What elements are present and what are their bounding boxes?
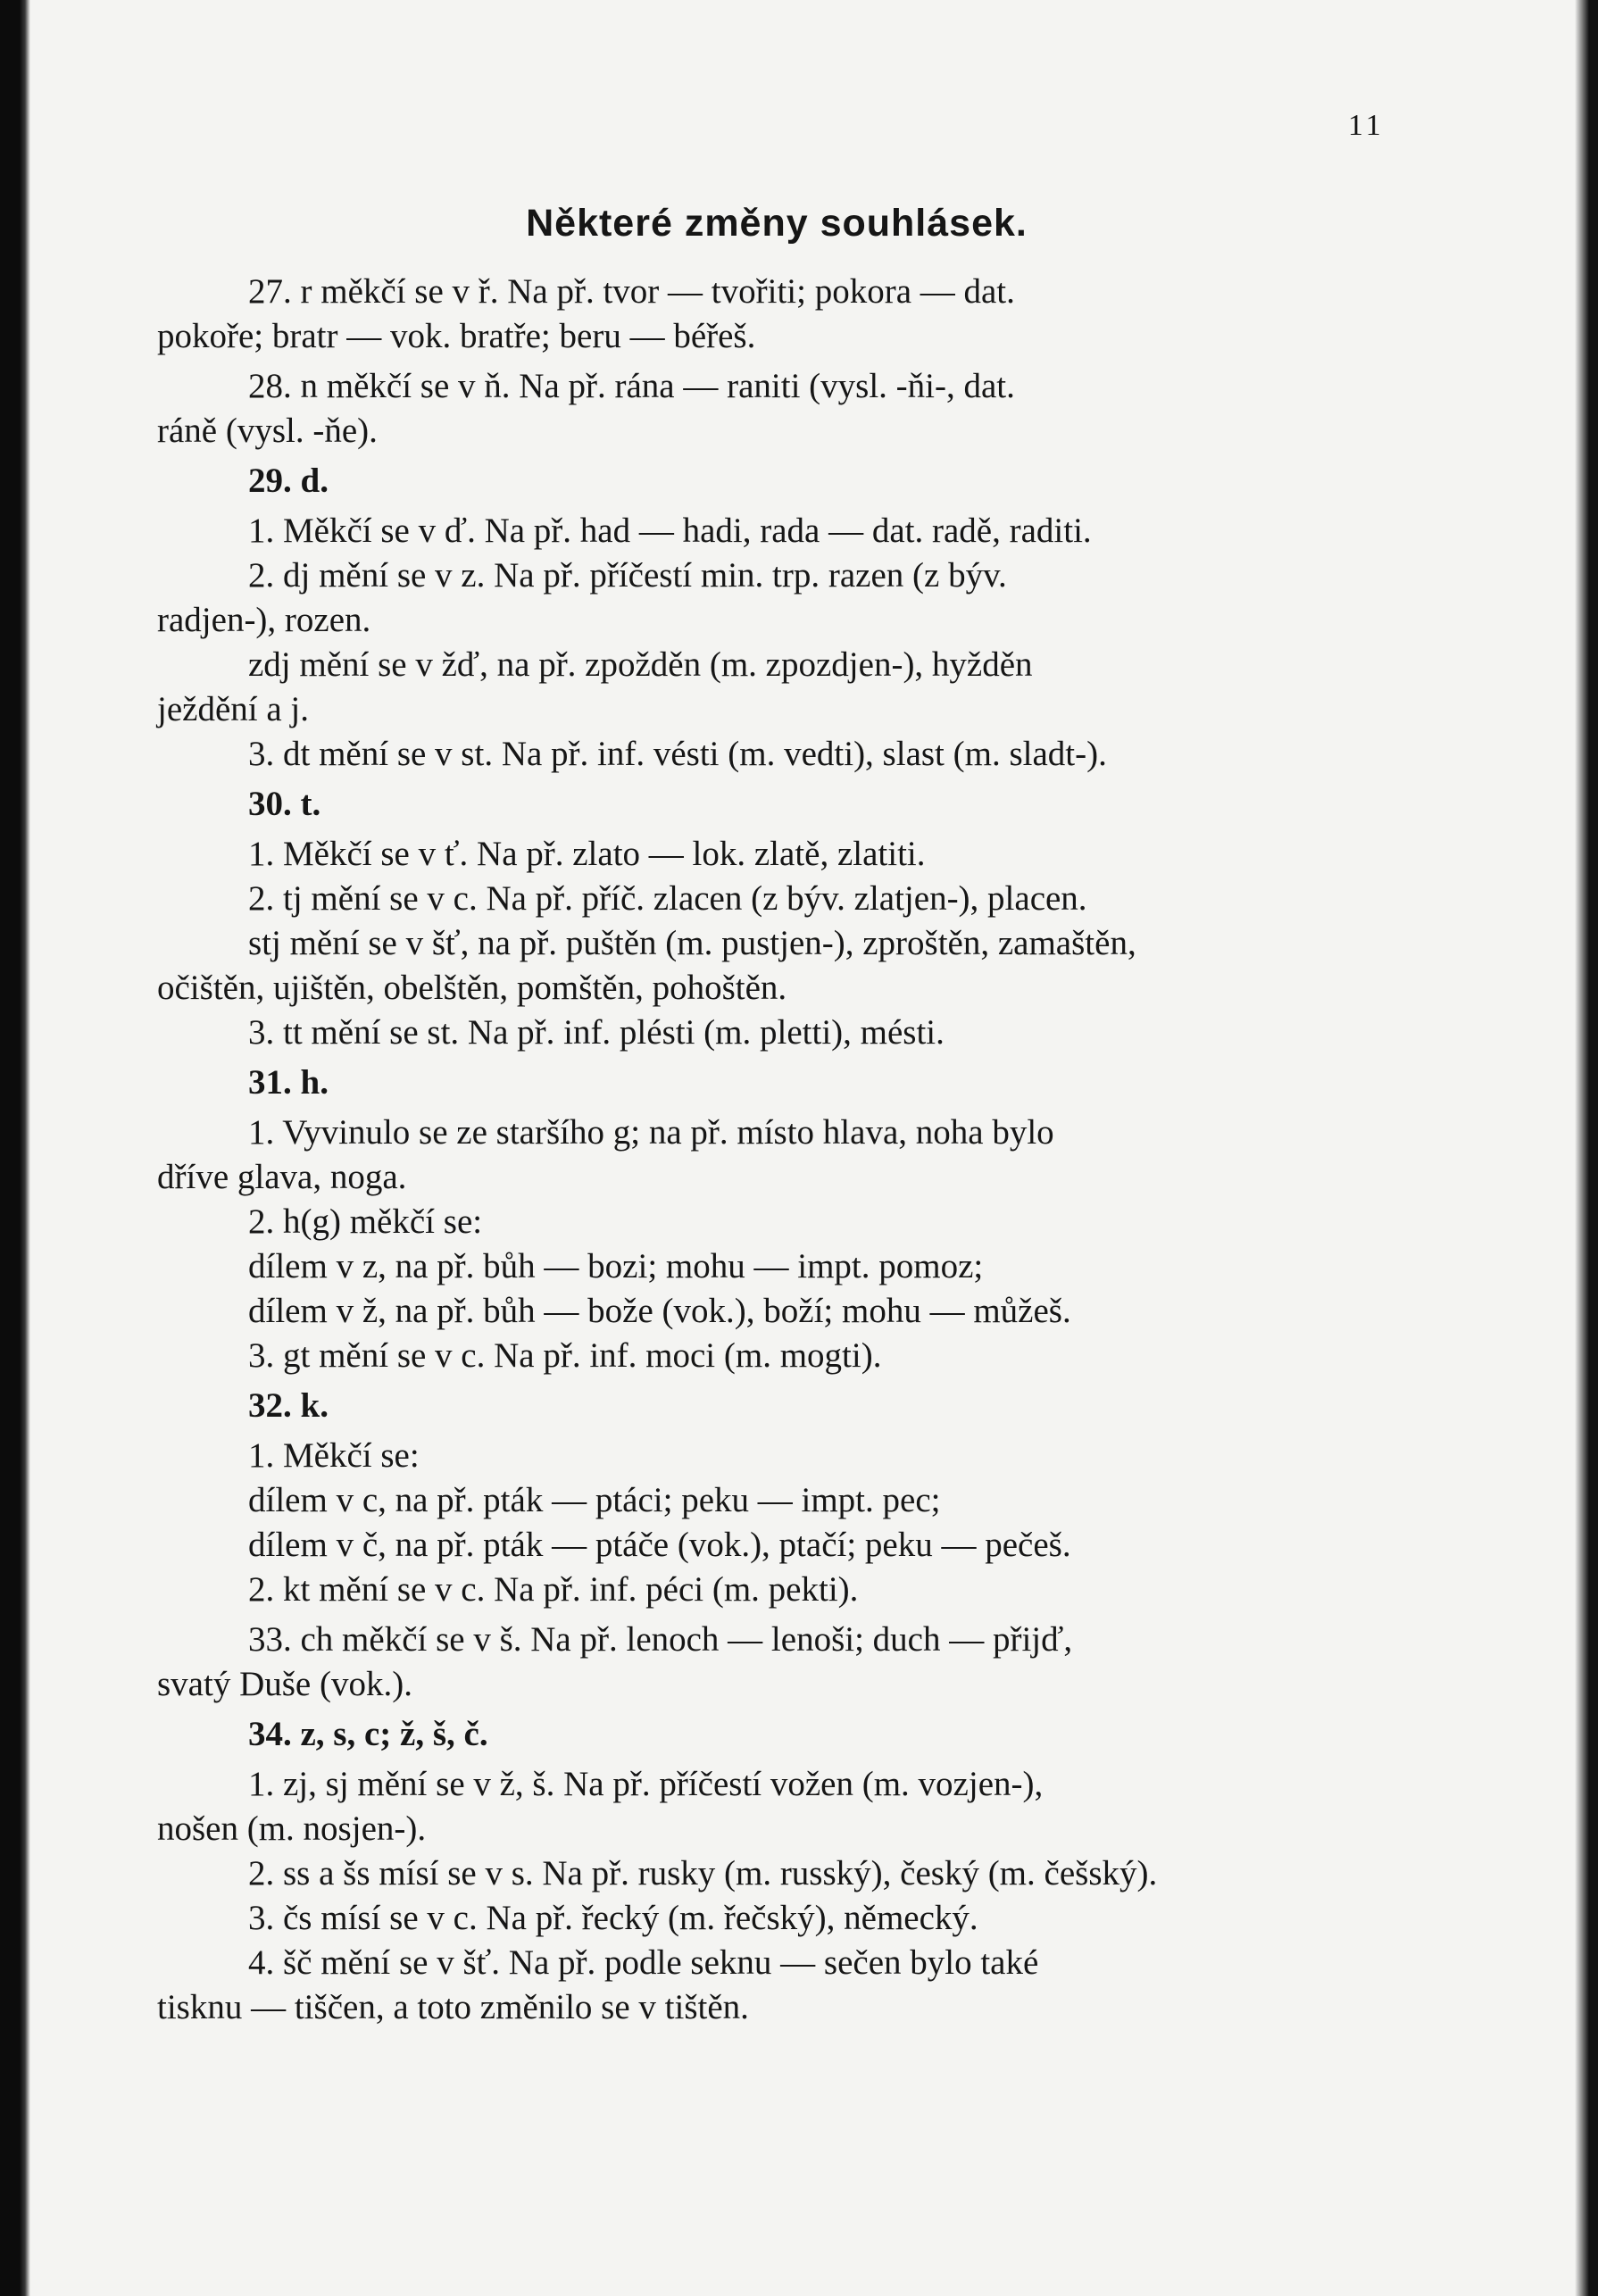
text-line: tisknu — tiščen, a toto změnilo se v tištěn. — [157, 1988, 749, 2026]
text-line: 28. n měkčí se v ň. Na př. rána — raniti (vysl. -ňi-, dat. — [248, 367, 1015, 405]
text-line: dílem v z, na př. bůh — bozi; mohu — impt. pomoz; — [248, 1247, 984, 1285]
page-number: 11 — [1348, 109, 1385, 142]
text-line: 4. šč mění se v šť. Na př. podle seknu — sečen bylo také — [248, 1943, 1039, 1982]
text-line: 3. dt mění se v st. Na př. inf. vésti (m. vedti), slast (m. sladt-). — [248, 735, 1107, 773]
text-line: 3. gt mění se v c. Na př. inf. moci (m. mogti). — [248, 1336, 882, 1375]
section-heading: 30. t. — [248, 785, 321, 823]
section-heading: 31. h. — [248, 1063, 329, 1102]
text-line: 27. r měkčí se v ř. Na př. tvor — tvořiti; pokora — dat. — [248, 272, 1015, 311]
text-line: 2. kt mění se v c. Na př. inf. péci (m. pekti). — [248, 1570, 859, 1609]
section-heading: 29. d. — [248, 462, 329, 500]
text-line: radjen-), rozen. — [157, 601, 371, 639]
text-line: ráně (vysl. -ňe). — [157, 412, 378, 450]
text-body — [157, 270, 1389, 2030]
text-line: 2. ss a šs mísí se v s. Na př. rusky (m. russký), český (m. češský). — [248, 1854, 1158, 1893]
text-line: 1. zj, sj mění se v ž, š. Na př. příčestí vožen (m. vozjen-), — [248, 1765, 1044, 1803]
text-line: 1. Měkčí se: — [248, 1436, 420, 1475]
text-line: 2. tj mění se v c. Na př. příč. zlacen (z býv. zlatjen-), placen. — [248, 879, 1087, 918]
text-line: stj mění se v šť, na př. puštěn (m. pustjen-), zproštěn, zamaštěn, — [248, 924, 1136, 962]
text-line: 3. tt mění se st. Na př. inf. plésti (m. pletti), mésti. — [248, 1013, 945, 1052]
text-line: pokoře; bratr — vok. bratře; beru — béřeš. — [157, 317, 756, 355]
text-line: ježdění a j. — [157, 690, 309, 728]
section-heading: 32. k. — [248, 1386, 329, 1425]
text-line: 3. čs mísí se v c. Na př. řecký (m. řečský), německý. — [248, 1899, 978, 1937]
text-line: 33. ch měkčí se v š. Na př. lenoch — lenoši; duch — přijď, — [248, 1620, 1073, 1659]
text-line: očištěn, ujištěn, obelštěn, pomštěn, pohoštěn. — [157, 969, 787, 1007]
text-line: 2. h(g) měkčí se: — [248, 1202, 483, 1241]
section-heading: 34. z, s, c; ž, š, č. — [248, 1715, 488, 1753]
text-line: nošen (m. nosjen-). — [157, 1809, 427, 1848]
text-line: 1. Vyvinulo se ze staršího g; na př. místo hlava, noha bylo — [248, 1113, 1054, 1152]
text-line: svatý Duše (vok.). — [157, 1665, 412, 1703]
text-line: dříve glava, noga. — [157, 1158, 407, 1196]
text-line: dílem v ž, na př. bůh — bože (vok.), boží; mohu — můžeš. — [248, 1292, 1071, 1330]
text-line: dílem v c, na př. pták — ptáci; peku — impt. pec; — [248, 1481, 941, 1519]
scan-left-edge — [0, 0, 30, 2296]
scan-right-edge — [1575, 0, 1598, 2296]
page-title: Některé změny souhlásek. — [526, 202, 1028, 245]
text-line: 1. Měkčí se v ď. Na př. had — hadi, rada — dat. radě, raditi. — [248, 512, 1092, 550]
text-line: zdj mění se v žď, na př. zpožděn (m. zpozdjen-), hyžděn — [248, 645, 1033, 684]
text-line: 2. dj mění se v z. Na př. příčestí min. trp. razen (z býv. — [248, 556, 1007, 595]
text-line: 1. Měkčí se v ť. Na př. zlato — lok. zlatě, zlatiti. — [248, 835, 926, 873]
text-line: dílem v č, na př. pták — ptáče (vok.), ptačí; peku — pečeš. — [248, 1526, 1071, 1564]
